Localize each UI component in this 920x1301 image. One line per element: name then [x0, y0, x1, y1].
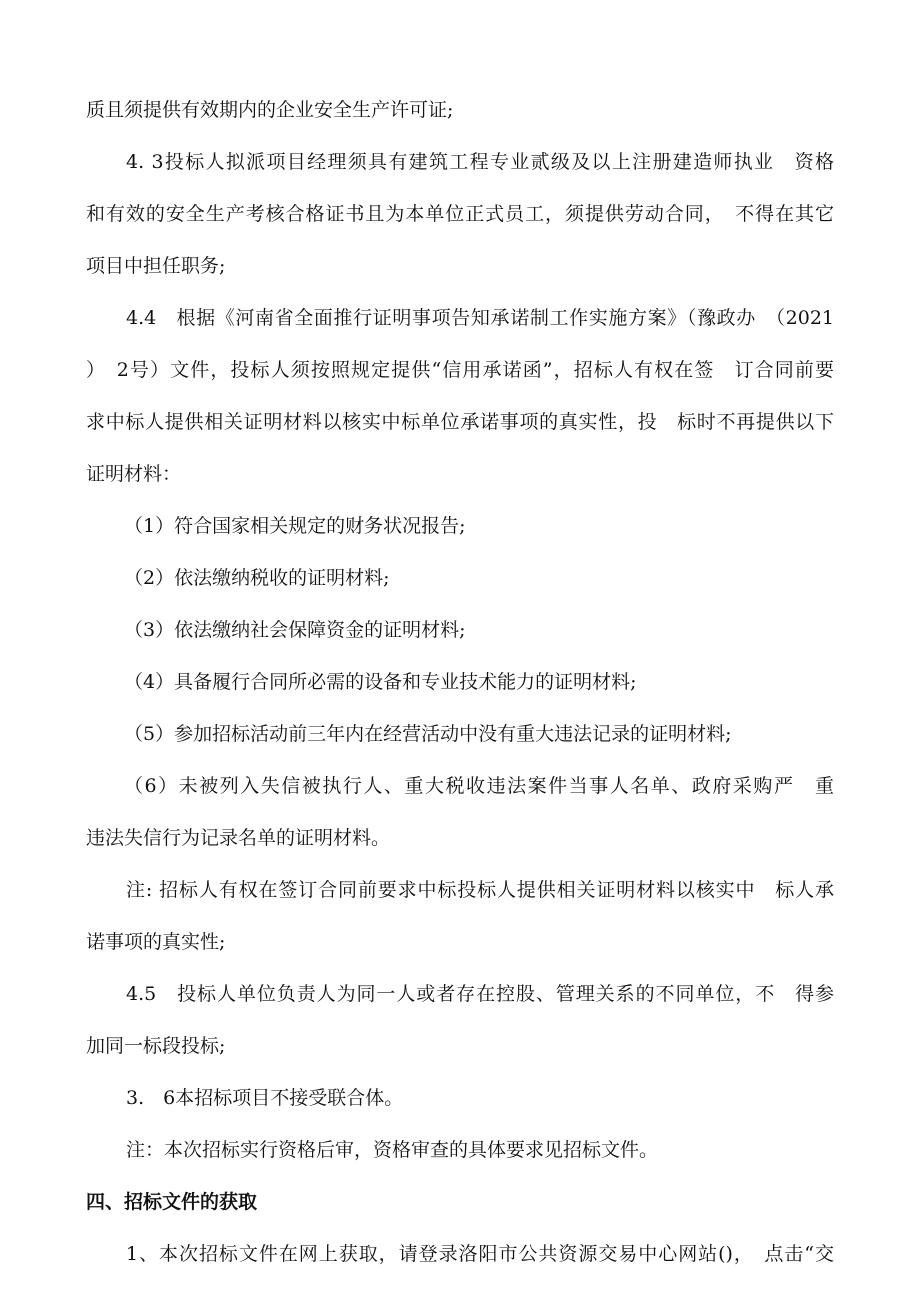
list-item: （5）参加招标活动前三年内在经营活动中没有重大违法记录的证明材料;	[124, 723, 732, 745]
paragraph-line: 质且须提供有效期内的企业安全生产许可证;	[86, 99, 454, 121]
section-heading: 四、招标文件的获取	[86, 1191, 258, 1213]
note-line: 注：本次招标实行资格后审，资格审查的具体要求见招标文件。	[126, 1139, 659, 1161]
list-item: （4）具备履行合同所必需的设备和专业技术能力的证明材料;	[124, 671, 637, 693]
paragraph-line: ） 2号）文件，投标人须按照规定提供“信用承诺函”，招标人有权在签 订合同前要	[86, 359, 834, 381]
list-item: （2）依法缴纳税收的证明材料;	[124, 567, 390, 589]
clause-3-6-line: 3. 6本招标项目不接受联合体。	[126, 1087, 404, 1109]
paragraph-line: 证明材料：	[86, 463, 182, 485]
paragraph-line: 求中标人提供相关证明材料以核实中标单位承诺事项的真实性，投 标时不再提供以下	[86, 411, 834, 433]
clause-4-3-line: 4. 3投标人拟派项目经理须具有建筑工程专业贰级及以上注册建造师执业 资格	[126, 151, 834, 173]
list-item: （1）符合国家相关规定的财务状况报告;	[124, 515, 466, 537]
paragraph-line: 诺事项的真实性;	[86, 931, 226, 953]
clause-4-4-line: 4.4 根据《河南省全面推行证明事项告知承诺制工作实施方案》（豫政办 （2021	[126, 307, 834, 329]
paragraph-line: 项目中担任职务;	[86, 255, 226, 277]
paragraph-line: 1、本次招标文件在网上获取，请登录洛阳市公共资源交易中心网站()， 点击“交	[126, 1243, 834, 1265]
list-item: （3）依法缴纳社会保障资金的证明材料;	[124, 619, 466, 641]
paragraph-line: 违法失信行为记录名单的证明材料。	[86, 827, 391, 849]
paragraph-line: 加同一标段投标;	[86, 1035, 226, 1057]
paragraph-line: 和有效的安全生产考核合格证书且为本单位正式员工，须提供劳动合同， 不得在其它	[86, 203, 834, 225]
note-line: 注: 招标人有权在签订合同前要求中标投标人提供相关证明材料以核实中 标人承	[126, 879, 834, 901]
clause-4-5-line: 4.5 投标人单位负责人为同一人或者存在控股、管理关系的不同单位，不 得参	[126, 983, 834, 1005]
list-item: （6）未被列入失信被执行人、重大税收违法案件当事人名单、政府采购严 重	[124, 775, 834, 797]
